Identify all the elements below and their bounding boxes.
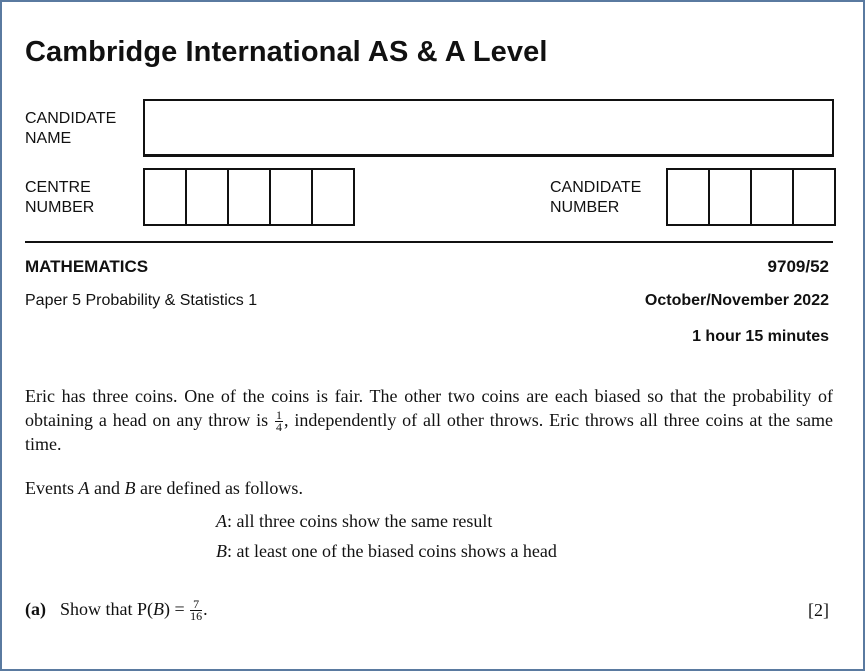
event-b-symbol: B [124,478,136,498]
part-a-variable: B [153,599,165,619]
paper-code: 9709/52 [767,257,829,276]
candidate-number-digit[interactable] [792,168,836,226]
events-text-cont: are defined as follows. [135,478,303,498]
question-intro-text: Eric has three coins. One of the coins is fair. The other two coins are each biased so that the probability of obtaining a head on any throw is [25,386,833,430]
part-a-label: (a) [25,599,46,619]
centre-number-digit[interactable] [269,168,311,226]
candidate-number-label [550,178,641,218]
part-a-text: Show that P( [60,599,154,619]
candidate-number-boxes [666,168,836,226]
event-b-definition [216,541,557,562]
part-a-question [25,599,208,622]
part-a-fraction [190,599,202,622]
event-a-symbol: A [78,478,90,498]
part-a-denominator: 16 [190,609,203,624]
header-divider [25,241,833,243]
part-a-numerator: 7 [190,599,202,611]
candidate-number-digit[interactable] [708,168,750,226]
candidate-name-field[interactable] [143,99,834,157]
candidate-name-label [25,109,116,149]
exam-session: October/November 2022 [644,292,829,309]
question-intro [25,385,833,456]
paper-name: Paper 5 Probability & Statistics 1 [25,292,258,309]
fraction-denominator: 4 [275,419,282,434]
exam-duration: 1 hour 15 minutes [692,328,829,345]
events-and: and [89,478,125,498]
event-b-text: : at least one of the biased coins shows a head [227,541,557,561]
event-a-text: : all three coins show the same result [227,511,493,531]
centre-number-boxes [143,168,355,226]
event-a-definition [216,511,492,532]
centre-number-label [25,178,94,218]
part-a-period: . [203,599,208,619]
candidate-name-label-line2: NAME [25,130,72,147]
centre-number-digit[interactable] [143,168,185,226]
events-definition [25,478,303,499]
question-intro-text-cont: , independently of all other throws. Eric throws all three coins at the same time. [25,409,834,454]
centre-number-digit[interactable] [311,168,355,226]
candidate-number-digit[interactable] [666,168,708,226]
event-b-label: B [216,541,227,561]
centre-number-digit[interactable] [227,168,269,226]
subject-title: MATHEMATICS [25,257,149,276]
centre-number-digit[interactable] [185,168,227,226]
part-a-marks: [2] [808,600,829,620]
candidate-number-label-line1: CANDIDATE [550,179,642,196]
centre-number-label-line1: CENTRE [25,179,91,196]
page-title: Cambridge International AS & A Level [25,36,548,68]
candidate-number-digit[interactable] [750,168,792,226]
fraction-numerator: 1 [275,407,282,422]
events-text: Events [25,478,79,498]
candidate-name-label-line1: CANDIDATE [25,110,117,127]
probability-fraction [275,407,283,434]
part-a-equals: ) = [164,599,190,619]
event-a-label: A [216,511,227,531]
centre-number-label-line2: NUMBER [25,199,95,216]
candidate-number-label-line2: NUMBER [550,199,620,216]
